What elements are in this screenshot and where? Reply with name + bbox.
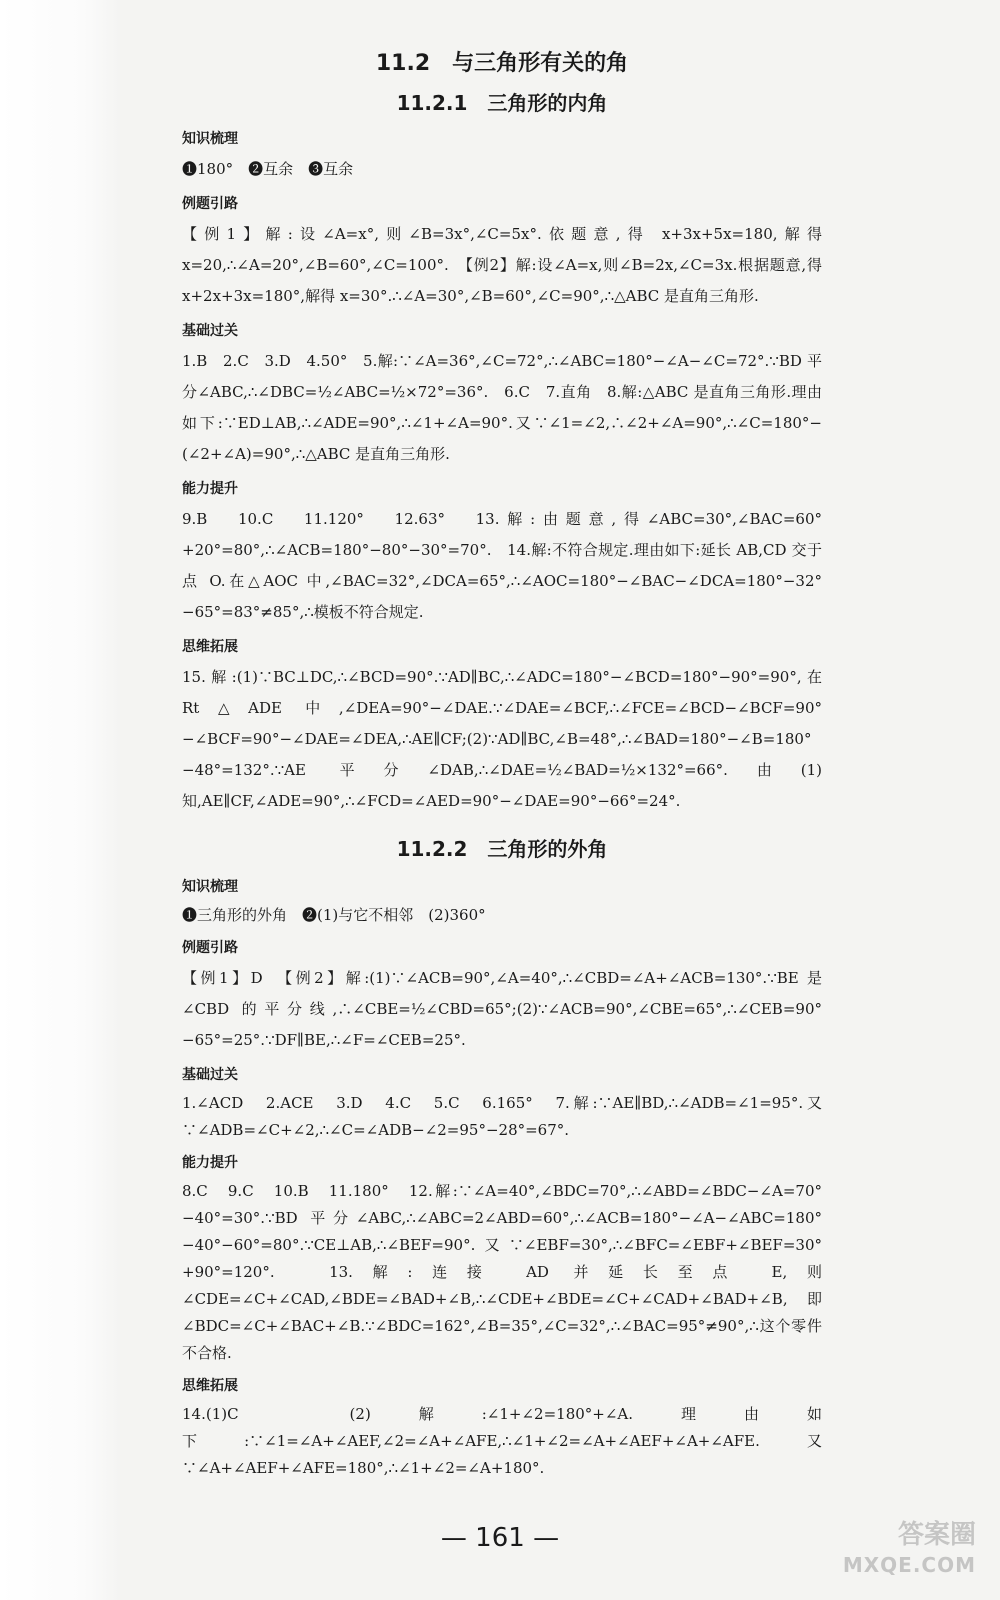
knowledge-answers: ❶180° ❷互余 ❸互余 xyxy=(182,160,354,178)
heading-basic-2: 基础过关 xyxy=(182,1067,238,1083)
basic-answers-2: 1.∠ACD 2.ACE 3.D 4.C 5.C 6.165° 7.解:∵AE∥BD,∴∠ADB=∠1=95°.又∵∠ADB=∠C+∠2,∴∠C=∠ADB−∠2=95°−28°=67°. xyxy=(182,1094,822,1139)
knowledge-answers-2: ❶三角形的外角 ❷(1)与它不相邻 (2)360° xyxy=(182,906,486,924)
subsection-title-inner-angles: 11.2.1 三角形的内角 xyxy=(396,91,608,115)
heading-examples-2: 例题引路 xyxy=(182,940,238,956)
examples-answers: 【例1】解:设∠A=x°,则∠B=3x°,∠C=5x°.依题意,得 x+3x+5x=180,解得 x=20,∴∠A=20°,∠B=60°,∠C=100°. 【例2】解:设∠A=x,则∠B=2x,∠C=3x.根据题意,得 x+2x+3x=180°,解得 x=30°.∴∠A=30°,∠B=60°,∠C=90°,∴△ABC 是直角三角形. xyxy=(182,225,822,305)
ability-answers-2: 8.C 9.C 10.B 11.180° 12.解:∵∠A=40°,∠BDC=70°,∴∠ABD=∠BDC−∠A=70°−40°=30°.∵BD 平分∠ABC,∴∠ABC=2∠ABD=60°,∴∠ACB=180°−∠A−∠ABC=180°−40°−60°=80°.∵CE⊥AB,∴∠BEF=90°.又∵∠EBF=30°,∴∠BFC=∠EBF+∠BEF=30°+90°=120°. 13.解:连接 AD 并延长至点 E,则∠CDE=∠C+∠CAD,∠BDE=∠BAD+∠B,∴∠CDE+∠BDE=∠C+∠CAD+∠BAD+∠B,即∠BDC=∠C+∠BAC+∠B.∵∠BDC=162°,∠B=35°,∠C=32°,∴∠BAC=95°≠90°,∴这个零件不合格. xyxy=(182,1182,822,1362)
heading-examples: 例题引路 xyxy=(182,196,238,212)
thinking-answers-2: 14.(1)C (2)解:∠1+∠2=180°+∠A.理由如下:∵∠1=∠A+∠AEF,∠2=∠A+∠AFE,∴∠1+∠2=∠A+∠AEF+∠A+∠AFE.又∵∠A+∠AEF+∠AFE=180°,∴∠1+∠2=∠A+180°. xyxy=(182,1405,822,1477)
watermark-logo xyxy=(798,1518,976,1588)
basic-answers: 1.B 2.C 3.D 4.50° 5.解:∵∠A=36°,∠C=72°,∴∠ABC=180°−∠A−∠C=72°.∵BD 平分∠ABC,∴∠DBC=½∠ABC=½×72°=36°. 6.C 7.直角 8.解:△ABC 是直角三角形.理由如下:∵ED⊥AB,∴∠ADE=90°,∴∠1+∠A=90°.又∵∠1=∠2,∴∠2+∠A=90°,∴∠C=180°−(∠2+∠A)=90°,∴△ABC 是直角三角形. xyxy=(182,352,822,463)
content xyxy=(182,38,822,1484)
heading-basic: 基础过关 xyxy=(182,323,238,339)
heading-thinking-2: 思维拓展 xyxy=(182,1378,238,1394)
heading-ability: 能力提升 xyxy=(182,481,238,497)
watermark-text: 答案圈 xyxy=(897,1520,976,1550)
heading-ability-2: 能力提升 xyxy=(182,1155,238,1171)
heading-knowledge: 知识梳理 xyxy=(182,131,238,147)
thinking-answers: 15.解:(1)∵BC⊥DC,∴∠BCD=90°.∵AD∥BC,∴∠ADC=180°−∠BCD=180°−90°=90°,在 Rt△ADE 中,∠DEA=90°−∠DAE.∵∠DAE=∠BCF,∴∠FCE=∠BCD−∠BCF=90°−∠BCF=90°−∠DAE=∠DEA,∴AE∥CF;(2)∵AD∥BC,∠B=48°,∴∠BAD=180°−∠B=180°−48°=132°.∵AE 平分∠DAB,∴∠DAE=½∠BAD=½×132°=66°.由(1)知,AE∥CF,∠ADE=90°,∴∠FCD=∠AED=90°−∠DAE=90°−66°=24°. xyxy=(182,668,822,810)
section-title: 11.2 与三角形有关的角 xyxy=(375,51,629,76)
subsection-title-exterior-angles: 11.2.2 三角形的外角 xyxy=(396,837,608,861)
ability-answers: 9.B 10.C 11.120° 12.63° 13.解:由题意,得∠ABC=30°,∠BAC=60°+20°=80°,∴∠ACB=180°−80°−30°=70°. 14.解:不符合规定.理由如下:延长 AB,CD 交于点 O.在△AOC 中,∠BAC=32°,∠DCA=65°,∴∠AOC=180°−∠BAC−∠DCA=180°−32°−65°=83°≠85°,∴模板不符合规定. xyxy=(182,510,822,621)
scan-edge xyxy=(0,0,120,1600)
examples-answers-2: 【例1】D 【例2】解:(1)∵∠ACB=90°,∠A=40°,∴∠CBD=∠A+∠ACB=130°.∵BE 是∠CBD 的平分线,∴∠CBE=½∠CBD=65°;(2)∵∠ACB=90°,∠CBE=65°,∴∠CEB=90°−65°=25°.∵DF∥BE,∴∠F=∠CEB=25°. xyxy=(182,969,822,1049)
watermark-url: MXQE.COM xyxy=(842,1553,976,1577)
heading-thinking: 思维拓展 xyxy=(182,639,238,655)
heading-knowledge-2: 知识梳理 xyxy=(182,879,238,895)
page-number: — 161 — xyxy=(440,1523,560,1553)
